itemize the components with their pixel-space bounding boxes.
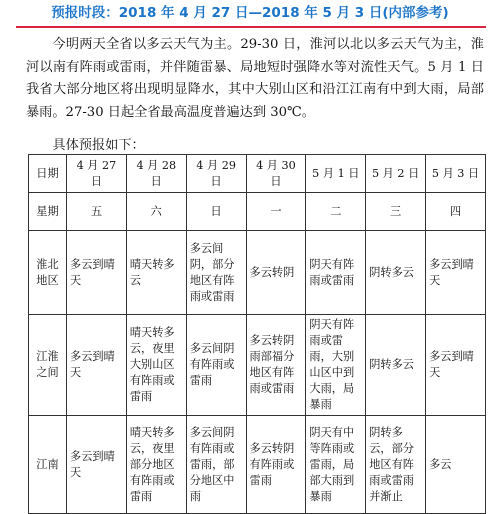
date-row: [29, 155, 486, 193]
date-cell: 5 月 3 日: [426, 155, 486, 193]
weekday-cell: 五: [67, 193, 127, 231]
header-underline: [16, 26, 486, 28]
forecast-cell: 晴天转多云: [126, 231, 186, 315]
forecast-summary: 今明两天全省以多云天气为主。29-30 日，淮河以北以多云天气为主，淮河以南有阵雨或雷雨，并伴随雷暴、局地短时强降水等对流性天气。5 月 1 日我省大部分地区将出现明显降水，其中大别山区和沿江江南有中到大雨，局部暴雨。27-30 日起全省最高温度普遍达到 30℃。: [26, 37, 484, 120]
forecast-cell: 阴天有阵雨或雷雨，大别山区中到大雨，局暴雨: [306, 315, 366, 416]
weekday-header: 星期: [29, 193, 67, 231]
forecast-cell: 晴天转多云，夜里大别山区有阵雨或雷雨: [126, 315, 186, 416]
forecast-cell: 阴转多云: [366, 231, 426, 315]
forecast-cell: 多云间阴有阵雨或雷雨: [186, 315, 246, 416]
weekday-cell: 二: [306, 193, 366, 231]
forecast-intro: 具体预报如下：: [52, 138, 145, 153]
date-cell: 5 月 2 日: [366, 155, 426, 193]
table-row: [29, 416, 486, 514]
date-cell: 4 月 29 日: [186, 155, 246, 193]
weekday-cell: 三: [366, 193, 426, 231]
forecast-table: [28, 154, 486, 514]
forecast-cell: 多云到晴天: [426, 231, 486, 315]
forecast-cell: 阴转多云，部分地区有阵雨或雷雨并渐止: [366, 416, 426, 514]
forecast-cell: 多云到晴天: [67, 231, 127, 315]
date-cell: 4 月 28 日: [126, 155, 186, 193]
weekday-cell: 六: [126, 193, 186, 231]
forecast-cell: 多云转阴: [246, 231, 306, 315]
table-row: [29, 231, 486, 315]
region-label: 江南: [29, 416, 67, 514]
date-cell: 4 月 27 日: [67, 155, 127, 193]
forecast-cell: 多云转阴雨部福分地区有阵雨或雷雨: [246, 315, 306, 416]
date-cell: 4 月 30 日: [246, 155, 306, 193]
date-cell: 5 月 1 日: [306, 155, 366, 193]
forecast-cell: 阴天有阵雨或雷雨: [306, 231, 366, 315]
forecast-cell: 多云: [426, 416, 486, 514]
forecast-cell: 多云间阴，部分地区有阵雨或雷雨: [186, 231, 246, 315]
forecast-cell: 多云间阴有阵雨或雷雨，部分地区中雨: [186, 416, 246, 514]
weekday-cell: 日: [186, 193, 246, 231]
region-label: 江淮之间: [29, 315, 67, 416]
forecast-cell: 阴天有中等阵雨或雷雨，局部大雨到暴雨: [306, 416, 366, 514]
forecast-cell: 多云转阴有阵雨或雷雨: [246, 416, 306, 514]
region-label: 淮北地区: [29, 231, 67, 315]
date-header: 日期: [29, 155, 67, 193]
forecast-cell: 多云到晴天: [67, 315, 127, 416]
weekday-cell: 一: [246, 193, 306, 231]
table-row: [29, 315, 486, 416]
weekday-cell: 四: [426, 193, 486, 231]
weekday-row: [29, 193, 486, 231]
forecast-period-title: 预报时段：2018 年 4 月 27 日—2018 年 5 月 3 日(内部参考): [51, 5, 449, 21]
forecast-cell: 晴天转多云，夜里部分地区有阵雨或雷雨: [126, 416, 186, 514]
forecast-cell: 多云到晴天: [426, 315, 486, 416]
forecast-cell: 多云到晴天: [67, 416, 127, 514]
forecast-cell: 阴转多云: [366, 315, 426, 416]
